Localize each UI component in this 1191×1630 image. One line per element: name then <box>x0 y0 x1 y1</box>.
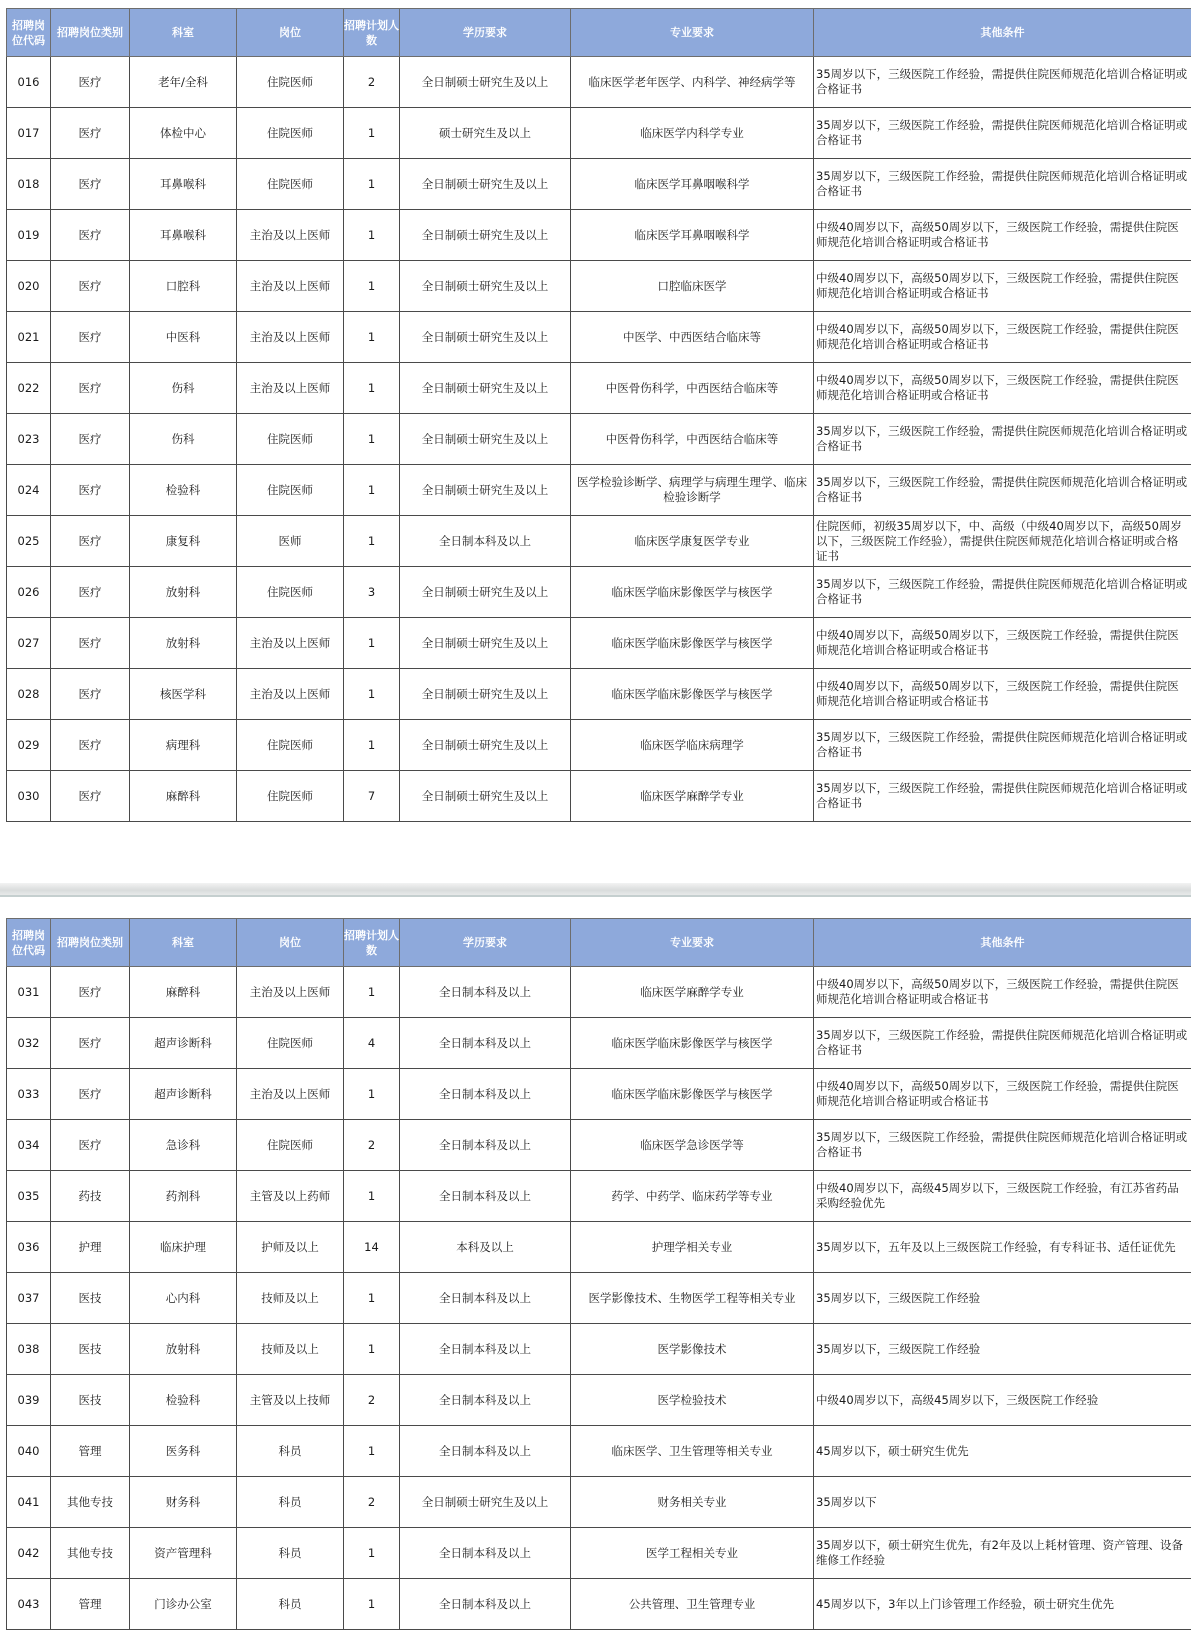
cell-code: 035 <box>7 1171 51 1222</box>
cell-major: 护理学相关专业 <box>571 1222 814 1273</box>
cell-count: 2 <box>344 1375 400 1426</box>
section-divider <box>0 883 1191 895</box>
table-header <box>7 919 1191 967</box>
cell-major: 临床医学老年医学、内科学、神经病学等 <box>571 57 814 108</box>
cell-department: 麻醉科 <box>130 967 237 1018</box>
table-row <box>7 1018 1191 1069</box>
cell-count: 1 <box>344 465 400 516</box>
cell-major: 临床医学、卫生管理等相关专业 <box>571 1426 814 1477</box>
table-header <box>7 9 1191 57</box>
cell-major: 医学工程相关专业 <box>571 1528 814 1579</box>
cell-count: 1 <box>344 312 400 363</box>
cell-other: 35周岁以下，三级医院工作经验，需提供住院医师规范化培训合格证明或合格证书 <box>814 108 1191 159</box>
cell-other: 中级40周岁以下，高级50周岁以下，三级医院工作经验，需提供住院医师规范化培训合格证明或合格证书 <box>814 618 1191 669</box>
cell-department: 口腔科 <box>130 261 237 312</box>
cell-department: 病理科 <box>130 720 237 771</box>
table-row <box>7 1069 1191 1120</box>
cell-department: 超声诊断科 <box>130 1069 237 1120</box>
cell-code: 020 <box>7 261 51 312</box>
cell-other: 中级40周岁以下，高级50周岁以下，三级医院工作经验，需提供住院医师规范化培训合格证明或合格证书 <box>814 1069 1191 1120</box>
cell-code: 039 <box>7 1375 51 1426</box>
cell-category: 医疗 <box>51 57 130 108</box>
header-department: 科室 <box>130 9 237 57</box>
cell-major: 医学检验技术 <box>571 1375 814 1426</box>
cell-department: 麻醉科 <box>130 771 237 822</box>
cell-other: 35周岁以下，三级医院工作经验，需提供住院医师规范化培训合格证明或合格证书 <box>814 567 1191 618</box>
cell-other: 中级40周岁以下，高级45周岁以下，三级医院工作经验，有江苏省药品采购经验优先 <box>814 1171 1191 1222</box>
cell-position: 主治及以上医师 <box>237 261 344 312</box>
cell-position: 主治及以上医师 <box>237 618 344 669</box>
cell-position: 主治及以上医师 <box>237 967 344 1018</box>
cell-major: 公共管理、卫生管理专业 <box>571 1579 814 1630</box>
cell-code: 042 <box>7 1528 51 1579</box>
cell-count: 2 <box>344 1477 400 1528</box>
recruitment-table <box>6 918 1191 1630</box>
cell-major: 财务相关专业 <box>571 1477 814 1528</box>
header-other: 其他条件 <box>814 919 1191 967</box>
cell-education: 全日制硕士研究生及以上 <box>400 261 571 312</box>
cell-count: 2 <box>344 57 400 108</box>
cell-other: 35周岁以下，三级医院工作经验 <box>814 1324 1191 1375</box>
cell-major: 医学检验诊断学、病理学与病理生理学、临床检验诊断学 <box>571 465 814 516</box>
cell-category: 其他专技 <box>51 1528 130 1579</box>
cell-major: 中医学、中西医结合临床等 <box>571 312 814 363</box>
cell-major: 临床医学麻醉学专业 <box>571 771 814 822</box>
cell-major: 口腔临床医学 <box>571 261 814 312</box>
cell-other: 中级40周岁以下，高级50周岁以下，三级医院工作经验，需提供住院医师规范化培训合格证明或合格证书 <box>814 261 1191 312</box>
cell-category: 医疗 <box>51 1120 130 1171</box>
cell-position: 住院医师 <box>237 414 344 465</box>
table-row <box>7 771 1191 822</box>
cell-department: 财务科 <box>130 1477 237 1528</box>
cell-education: 全日制硕士研究生及以上 <box>400 57 571 108</box>
table-row <box>7 210 1191 261</box>
cell-position: 主治及以上医师 <box>237 363 344 414</box>
cell-other: 35周岁以下，三级医院工作经验，需提供住院医师规范化培训合格证明或合格证书 <box>814 720 1191 771</box>
cell-category: 医技 <box>51 1375 130 1426</box>
cell-count: 1 <box>344 1528 400 1579</box>
cell-code: 026 <box>7 567 51 618</box>
cell-major: 临床医学临床影像医学与核医学 <box>571 1018 814 1069</box>
cell-count: 1 <box>344 1426 400 1477</box>
cell-other: 35周岁以下，五年及以上三级医院工作经验，有专科证书、适任证优先 <box>814 1222 1191 1273</box>
cell-education: 全日制本科及以上 <box>400 1273 571 1324</box>
cell-education: 全日制本科及以上 <box>400 1018 571 1069</box>
cell-major: 临床医学内科学专业 <box>571 108 814 159</box>
cell-code: 027 <box>7 618 51 669</box>
cell-education: 全日制硕士研究生及以上 <box>400 465 571 516</box>
header-category: 招聘岗位类别 <box>51 9 130 57</box>
cell-count: 1 <box>344 720 400 771</box>
cell-code: 043 <box>7 1579 51 1630</box>
table-row <box>7 312 1191 363</box>
cell-department: 放射科 <box>130 1324 237 1375</box>
cell-code: 031 <box>7 967 51 1018</box>
cell-position: 主治及以上医师 <box>237 669 344 720</box>
cell-other: 45周岁以下，硕士研究生优先 <box>814 1426 1191 1477</box>
cell-code: 017 <box>7 108 51 159</box>
table-row <box>7 261 1191 312</box>
table-row <box>7 1426 1191 1477</box>
cell-department: 门诊办公室 <box>130 1579 237 1630</box>
cell-major: 临床医学临床影像医学与核医学 <box>571 1069 814 1120</box>
cell-position: 科员 <box>237 1426 344 1477</box>
cell-position: 科员 <box>237 1528 344 1579</box>
table-row <box>7 669 1191 720</box>
table-body <box>7 967 1191 1630</box>
cell-position: 护师及以上 <box>237 1222 344 1273</box>
cell-major: 医学影像技术 <box>571 1324 814 1375</box>
cell-category: 药技 <box>51 1171 130 1222</box>
cell-education: 全日制本科及以上 <box>400 1171 571 1222</box>
cell-code: 029 <box>7 720 51 771</box>
cell-education: 全日制本科及以上 <box>400 1069 571 1120</box>
cell-code: 021 <box>7 312 51 363</box>
cell-education: 本科及以上 <box>400 1222 571 1273</box>
cell-other: 中级40周岁以下，高级50周岁以下，三级医院工作经验，需提供住院医师规范化培训合格证明或合格证书 <box>814 669 1191 720</box>
cell-count: 2 <box>344 1120 400 1171</box>
cell-other: 住院医师，初级35周岁以下，中、高级（中级40周岁以下，高级50周岁以下，三级医院工作经验），需提供住院医师规范化培训合格证明或合格证书 <box>814 516 1191 567</box>
cell-department: 耳鼻喉科 <box>130 159 237 210</box>
recruitment-table-top <box>6 8 1191 822</box>
cell-education: 全日制硕士研究生及以上 <box>400 210 571 261</box>
table-row <box>7 1375 1191 1426</box>
cell-major: 临床医学耳鼻咽喉科学 <box>571 159 814 210</box>
cell-major: 临床医学临床影像医学与核医学 <box>571 567 814 618</box>
cell-position: 住院医师 <box>237 159 344 210</box>
cell-major: 临床医学临床病理学 <box>571 720 814 771</box>
cell-category: 医疗 <box>51 465 130 516</box>
cell-category: 医疗 <box>51 1018 130 1069</box>
cell-position: 住院医师 <box>237 1120 344 1171</box>
cell-other: 35周岁以下，硕士研究生优先，有2年及以上耗材管理、资产管理、设备维修工作经验 <box>814 1528 1191 1579</box>
cell-count: 1 <box>344 967 400 1018</box>
cell-category: 医疗 <box>51 771 130 822</box>
cell-major: 临床医学急诊医学等 <box>571 1120 814 1171</box>
table-row <box>7 967 1191 1018</box>
cell-education: 全日制本科及以上 <box>400 1324 571 1375</box>
cell-count: 1 <box>344 108 400 159</box>
table-row <box>7 159 1191 210</box>
cell-category: 医疗 <box>51 363 130 414</box>
cell-education: 全日制硕士研究生及以上 <box>400 567 571 618</box>
cell-education: 全日制本科及以上 <box>400 967 571 1018</box>
cell-education: 硕士研究生及以上 <box>400 108 571 159</box>
cell-count: 1 <box>344 261 400 312</box>
table-body <box>7 57 1191 822</box>
cell-category: 医疗 <box>51 720 130 771</box>
cell-count: 1 <box>344 1579 400 1630</box>
cell-major: 临床医学临床影像医学与核医学 <box>571 618 814 669</box>
cell-code: 034 <box>7 1120 51 1171</box>
table-row <box>7 108 1191 159</box>
cell-education: 全日制硕士研究生及以上 <box>400 618 571 669</box>
cell-department: 康复科 <box>130 516 237 567</box>
cell-education: 全日制本科及以上 <box>400 1528 571 1579</box>
table-row <box>7 414 1191 465</box>
cell-department: 体检中心 <box>130 108 237 159</box>
cell-education: 全日制硕士研究生及以上 <box>400 720 571 771</box>
cell-department: 中医科 <box>130 312 237 363</box>
cell-category: 医技 <box>51 1273 130 1324</box>
table-row <box>7 618 1191 669</box>
cell-major: 临床医学临床影像医学与核医学 <box>571 669 814 720</box>
header-count: 招聘计划人数 <box>344 9 400 57</box>
cell-education: 全日制本科及以上 <box>400 1426 571 1477</box>
cell-other: 35周岁以下，三级医院工作经验，需提供住院医师规范化培训合格证明或合格证书 <box>814 159 1191 210</box>
header-major: 专业要求 <box>571 9 814 57</box>
cell-count: 4 <box>344 1018 400 1069</box>
cell-education: 全日制硕士研究生及以上 <box>400 312 571 363</box>
cell-code: 040 <box>7 1426 51 1477</box>
cell-department: 资产管理科 <box>130 1528 237 1579</box>
cell-code: 030 <box>7 771 51 822</box>
cell-department: 老年/全科 <box>130 57 237 108</box>
cell-department: 放射科 <box>130 618 237 669</box>
cell-category: 医疗 <box>51 414 130 465</box>
cell-education: 全日制本科及以上 <box>400 1375 571 1426</box>
header-department: 科室 <box>130 919 237 967</box>
cell-position: 主管及以上技师 <box>237 1375 344 1426</box>
cell-position: 医师 <box>237 516 344 567</box>
header-position: 岗位 <box>237 9 344 57</box>
cell-education: 全日制硕士研究生及以上 <box>400 414 571 465</box>
cell-department: 检验科 <box>130 465 237 516</box>
cell-category: 管理 <box>51 1426 130 1477</box>
cell-category: 医疗 <box>51 312 130 363</box>
cell-department: 临床护理 <box>130 1222 237 1273</box>
table-row <box>7 720 1191 771</box>
cell-department: 伤科 <box>130 363 237 414</box>
cell-category: 医疗 <box>51 516 130 567</box>
cell-department: 放射科 <box>130 567 237 618</box>
cell-code: 036 <box>7 1222 51 1273</box>
cell-category: 医疗 <box>51 618 130 669</box>
cell-major: 医学影像技术、生物医学工程等相关专业 <box>571 1273 814 1324</box>
cell-department: 伤科 <box>130 414 237 465</box>
cell-department: 核医学科 <box>130 669 237 720</box>
header-category: 招聘岗位类别 <box>51 919 130 967</box>
cell-other: 中级40周岁以下，高级45周岁以下，三级医院工作经验 <box>814 1375 1191 1426</box>
cell-count: 7 <box>344 771 400 822</box>
header-code: 招聘岗位代码 <box>7 919 51 967</box>
cell-count: 1 <box>344 1069 400 1120</box>
section-divider-line <box>0 895 1191 897</box>
header-count: 招聘计划人数 <box>344 919 400 967</box>
cell-count: 1 <box>344 1273 400 1324</box>
cell-category: 管理 <box>51 1579 130 1630</box>
cell-category: 医疗 <box>51 159 130 210</box>
cell-major: 药学、中药学、临床药学等专业 <box>571 1171 814 1222</box>
cell-education: 全日制硕士研究生及以上 <box>400 771 571 822</box>
cell-position: 技师及以上 <box>237 1273 344 1324</box>
table-row <box>7 363 1191 414</box>
table-row <box>7 1222 1191 1273</box>
cell-department: 心内科 <box>130 1273 237 1324</box>
table-row <box>7 567 1191 618</box>
cell-position: 主治及以上医师 <box>237 312 344 363</box>
cell-department: 药剂科 <box>130 1171 237 1222</box>
cell-other: 中级40周岁以下，高级50周岁以下，三级医院工作经验，需提供住院医师规范化培训合格证明或合格证书 <box>814 210 1191 261</box>
cell-code: 032 <box>7 1018 51 1069</box>
table-row <box>7 516 1191 567</box>
cell-position: 主治及以上医师 <box>237 1069 344 1120</box>
cell-position: 技师及以上 <box>237 1324 344 1375</box>
cell-major: 临床医学康复医学专业 <box>571 516 814 567</box>
cell-other: 中级40周岁以下，高级50周岁以下，三级医院工作经验，需提供住院医师规范化培训合格证明或合格证书 <box>814 363 1191 414</box>
cell-code: 028 <box>7 669 51 720</box>
cell-education: 全日制本科及以上 <box>400 516 571 567</box>
cell-position: 住院医师 <box>237 771 344 822</box>
cell-category: 医疗 <box>51 108 130 159</box>
cell-code: 024 <box>7 465 51 516</box>
cell-category: 医疗 <box>51 1069 130 1120</box>
cell-other: 35周岁以下，三级医院工作经验，需提供住院医师规范化培训合格证明或合格证书 <box>814 57 1191 108</box>
cell-count: 1 <box>344 516 400 567</box>
table-row <box>7 465 1191 516</box>
cell-other: 中级40周岁以下，高级50周岁以下，三级医院工作经验，需提供住院医师规范化培训合格证明或合格证书 <box>814 967 1191 1018</box>
header-education: 学历要求 <box>400 919 571 967</box>
cell-code: 025 <box>7 516 51 567</box>
cell-code: 019 <box>7 210 51 261</box>
table-row <box>7 1120 1191 1171</box>
cell-education: 全日制本科及以上 <box>400 1579 571 1630</box>
cell-count: 1 <box>344 159 400 210</box>
cell-education: 全日制硕士研究生及以上 <box>400 159 571 210</box>
recruitment-table <box>6 8 1191 822</box>
cell-other: 中级40周岁以下，高级50周岁以下，三级医院工作经验，需提供住院医师规范化培训合格证明或合格证书 <box>814 312 1191 363</box>
cell-department: 检验科 <box>130 1375 237 1426</box>
cell-department: 超声诊断科 <box>130 1018 237 1069</box>
table-row <box>7 1273 1191 1324</box>
cell-count: 1 <box>344 669 400 720</box>
cell-position: 住院医师 <box>237 720 344 771</box>
cell-count: 14 <box>344 1222 400 1273</box>
cell-major: 中医骨伤科学，中西医结合临床等 <box>571 414 814 465</box>
cell-major: 中医骨伤科学，中西医结合临床等 <box>571 363 814 414</box>
cell-position: 住院医师 <box>237 567 344 618</box>
cell-other: 35周岁以下，三级医院工作经验，需提供住院医师规范化培训合格证明或合格证书 <box>814 771 1191 822</box>
cell-position: 主管及以上药师 <box>237 1171 344 1222</box>
cell-department: 急诊科 <box>130 1120 237 1171</box>
cell-code: 037 <box>7 1273 51 1324</box>
cell-major: 临床医学耳鼻咽喉科学 <box>571 210 814 261</box>
cell-other: 45周岁以下，3年以上门诊管理工作经验，硕士研究生优先 <box>814 1579 1191 1630</box>
cell-education: 全日制本科及以上 <box>400 1120 571 1171</box>
cell-code: 023 <box>7 414 51 465</box>
cell-other: 35周岁以下，三级医院工作经验，需提供住院医师规范化培训合格证明或合格证书 <box>814 1120 1191 1171</box>
table-row <box>7 1477 1191 1528</box>
cell-other: 35周岁以下，三级医院工作经验，需提供住院医师规范化培训合格证明或合格证书 <box>814 465 1191 516</box>
cell-count: 1 <box>344 1171 400 1222</box>
cell-category: 医疗 <box>51 210 130 261</box>
cell-position: 住院医师 <box>237 465 344 516</box>
cell-code: 018 <box>7 159 51 210</box>
cell-category: 医疗 <box>51 967 130 1018</box>
cell-other: 35周岁以下，三级医院工作经验，需提供住院医师规范化培训合格证明或合格证书 <box>814 1018 1191 1069</box>
header-major: 专业要求 <box>571 919 814 967</box>
cell-count: 1 <box>344 363 400 414</box>
table-row <box>7 57 1191 108</box>
cell-position: 住院医师 <box>237 57 344 108</box>
cell-education: 全日制硕士研究生及以上 <box>400 1477 571 1528</box>
cell-count: 3 <box>344 567 400 618</box>
table-row <box>7 1528 1191 1579</box>
cell-category: 医疗 <box>51 261 130 312</box>
header-education: 学历要求 <box>400 9 571 57</box>
cell-count: 1 <box>344 1324 400 1375</box>
cell-education: 全日制硕士研究生及以上 <box>400 363 571 414</box>
cell-other: 35周岁以下，三级医院工作经验 <box>814 1273 1191 1324</box>
cell-other: 35周岁以下，三级医院工作经验，需提供住院医师规范化培训合格证明或合格证书 <box>814 414 1191 465</box>
table-row <box>7 1171 1191 1222</box>
cell-department: 医务科 <box>130 1426 237 1477</box>
cell-position: 住院医师 <box>237 1018 344 1069</box>
header-code: 招聘岗位代码 <box>7 9 51 57</box>
cell-category: 医疗 <box>51 567 130 618</box>
header-other: 其他条件 <box>814 9 1191 57</box>
cell-code: 016 <box>7 57 51 108</box>
header-position: 岗位 <box>237 919 344 967</box>
cell-position: 主治及以上医师 <box>237 210 344 261</box>
cell-code: 038 <box>7 1324 51 1375</box>
cell-category: 护理 <box>51 1222 130 1273</box>
recruitment-table-bottom <box>6 918 1191 1630</box>
cell-code: 033 <box>7 1069 51 1120</box>
cell-education: 全日制硕士研究生及以上 <box>400 669 571 720</box>
cell-code: 041 <box>7 1477 51 1528</box>
cell-category: 医技 <box>51 1324 130 1375</box>
cell-major: 临床医学麻醉学专业 <box>571 967 814 1018</box>
cell-count: 1 <box>344 618 400 669</box>
cell-count: 1 <box>344 210 400 261</box>
cell-position: 科员 <box>237 1579 344 1630</box>
cell-position: 科员 <box>237 1477 344 1528</box>
cell-position: 住院医师 <box>237 108 344 159</box>
table-row <box>7 1324 1191 1375</box>
cell-code: 022 <box>7 363 51 414</box>
cell-count: 1 <box>344 414 400 465</box>
cell-department: 耳鼻喉科 <box>130 210 237 261</box>
cell-category: 其他专技 <box>51 1477 130 1528</box>
cell-category: 医疗 <box>51 669 130 720</box>
cell-other: 35周岁以下 <box>814 1477 1191 1528</box>
